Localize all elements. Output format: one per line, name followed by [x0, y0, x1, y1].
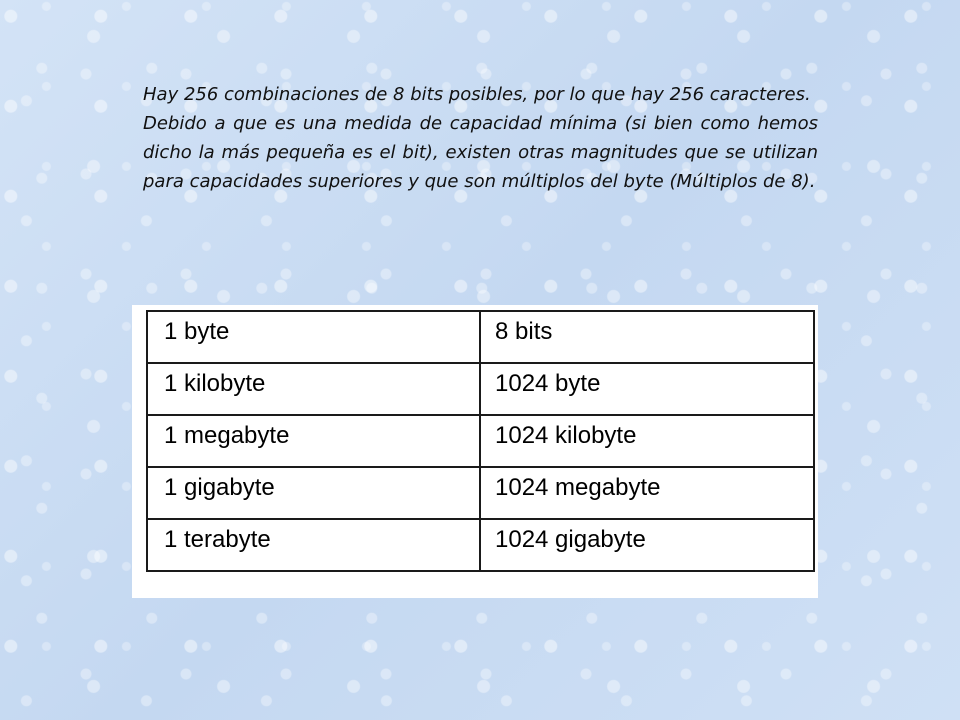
byte-units-table-image: [132, 305, 818, 598]
table-row: [147, 363, 814, 415]
unit-cell: 1 kilobyte: [147, 363, 480, 415]
equivalence-cell: 1024 megabyte: [480, 467, 814, 519]
unit-cell: 1 megabyte: [147, 415, 480, 467]
equivalence-cell: 8 bits: [480, 311, 814, 363]
table-row: [147, 519, 814, 571]
unit-cell: 1 byte: [147, 311, 480, 363]
byte-units-table: [146, 310, 815, 572]
table-row: [147, 415, 814, 467]
paragraph-combinations: Hay 256 combinaciones de 8 bits posibles, por lo que hay 256 caracteres.: [143, 84, 811, 105]
paragraph-multiples: Debido a que es una medida de capacidad mínima (si bien como hemos dicho la más pequeña es el bit), existen otras magnitudes que se utilizan para capacidades superiores y que son múltiplos del byte (Múltiplos de 8).: [143, 113, 818, 192]
equivalence-cell: 1024 byte: [480, 363, 814, 415]
unit-cell: 1 gigabyte: [147, 467, 480, 519]
equivalence-cell: 1024 kilobyte: [480, 415, 814, 467]
table-row: [147, 311, 814, 363]
unit-cell: 1 terabyte: [147, 519, 480, 571]
slide-body-text: [143, 80, 818, 196]
equivalence-cell: 1024 gigabyte: [480, 519, 814, 571]
table-row: [147, 467, 814, 519]
